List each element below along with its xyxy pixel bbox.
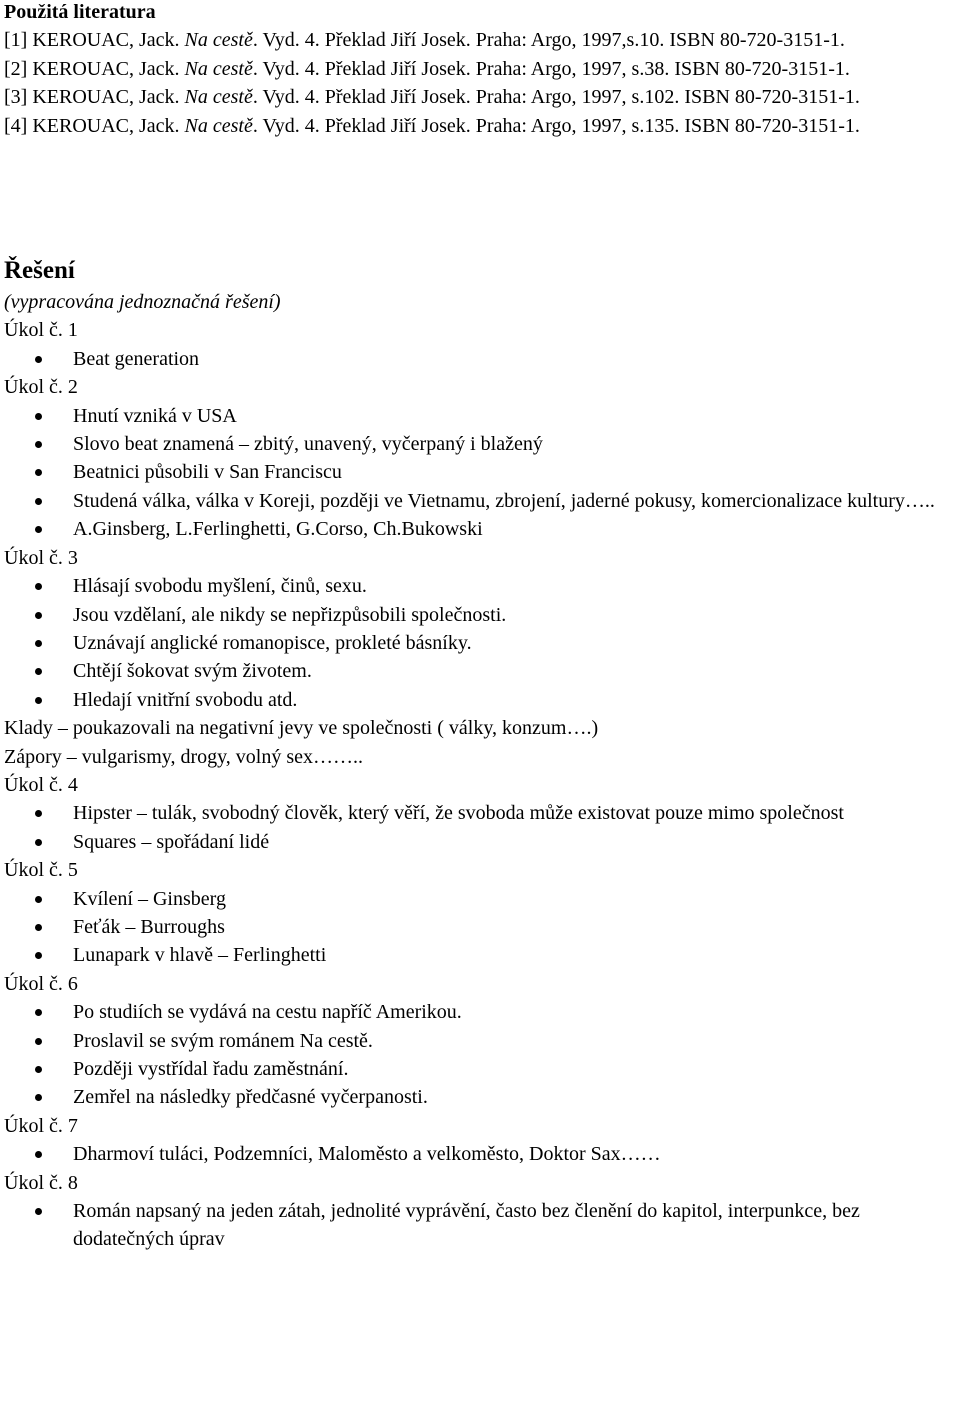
task-4-label: Úkol č. 4 — [4, 773, 78, 796]
bullet-icon — [35, 469, 42, 476]
task-7-list — [4, 1140, 956, 1168]
bullet-icon — [35, 1066, 42, 1073]
task-1-list — [4, 345, 956, 373]
reference-text: . Vyd. 4. Překlad Jiří Josek. Praha: Argo, 1997, s.102. ISBN 80-720-3151-1. — [252, 86, 860, 109]
zapory-line: Zápory – vulgarismy, drogy, volný sex…….. — [4, 745, 364, 768]
list-item-text: Squares – spořádaní lidé — [73, 830, 270, 853]
reference-title: Na cestě — [184, 57, 253, 80]
bullet-icon — [35, 413, 42, 420]
task-3-label: Úkol č. 3 — [4, 546, 78, 569]
list-item-text: Studená válka, válka v Koreji, později ve Vietnamu, zbrojení, jaderné pokusy, komercionalizace kultury….. — [73, 489, 935, 512]
spacer — [4, 140, 956, 254]
bullet-icon — [35, 441, 42, 448]
bullet-icon — [35, 1038, 42, 1045]
bullet-icon — [35, 498, 42, 505]
solutions-heading: Řešení — [4, 257, 75, 285]
task-5-list — [4, 885, 956, 970]
reference-item — [4, 26, 956, 54]
list-item — [4, 487, 956, 515]
list-item-text: Román napsaný na jeden zátah, jednolité vyprávění, často bez členění do kapitol, interpunkce, bez dodatečných úprav — [73, 1200, 860, 1251]
klady-line: Klady – poukazovali na negativní jevy ve společnosti ( války, konzum….) — [4, 717, 599, 740]
list-item-text: Dharmoví tuláci, Podzemníci, Maloměsto a velkoměsto, Doktor Sax…… — [73, 1143, 661, 1166]
task-6-label: Úkol č. 6 — [4, 972, 78, 995]
reference-item — [4, 83, 956, 111]
task-4-list — [4, 799, 956, 856]
bullet-icon — [35, 697, 42, 704]
list-item-text: Lunapark v hlavě – Ferlinghetti — [73, 944, 327, 967]
list-item — [4, 402, 956, 430]
list-item-text: Proslavil se svým románem Na cestě. — [73, 1029, 373, 1052]
list-item-text: Jsou vzdělaní, ale nikdy se nepřizpůsobili společnosti. — [73, 603, 507, 626]
list-item-text: Zemřel na následky předčasné vyčerpanosti. — [73, 1086, 428, 1109]
list-item-text: Beat generation — [73, 347, 200, 370]
list-item — [4, 828, 956, 856]
list-item-text: Feťák – Burroughs — [73, 915, 225, 938]
list-item — [4, 601, 956, 629]
bullet-icon — [35, 583, 42, 590]
task-1-label: Úkol č. 1 — [4, 319, 78, 342]
task-2-list — [4, 402, 956, 544]
list-item — [4, 657, 956, 685]
list-item-text: Hnutí vzniká v USA — [73, 404, 237, 427]
list-item — [4, 1197, 956, 1254]
bullet-icon — [35, 1151, 42, 1158]
list-item — [4, 458, 956, 486]
bullet-icon — [35, 1094, 42, 1101]
list-item-text: Později vystřídal řadu zaměstnání. — [73, 1058, 349, 1080]
list-item-text: Slovo beat znamená – zbitý, unavený, vyčerpaný i blažený — [73, 433, 543, 456]
list-item — [4, 1140, 956, 1168]
list-item — [4, 885, 956, 913]
task-2-label: Úkol č. 2 — [4, 376, 78, 399]
list-item — [4, 572, 956, 600]
bullet-icon — [35, 1208, 42, 1215]
list-item-text: Uznávají anglické romanopisce, prokleté básníky. — [73, 631, 472, 654]
reference-text: [1] KEROUAC, Jack. — [4, 29, 185, 52]
bullet-icon — [35, 896, 42, 903]
list-item-text: Chtějí šokovat svým životem. — [73, 660, 312, 683]
list-item — [4, 345, 956, 373]
reference-title: Na cestě — [184, 29, 253, 52]
bullet-icon — [35, 640, 42, 647]
references-list — [4, 26, 956, 140]
list-item — [4, 1055, 956, 1083]
list-item — [4, 941, 956, 969]
task-3-list — [4, 572, 956, 714]
bullet-icon — [35, 356, 42, 363]
list-item — [4, 913, 956, 941]
reference-text: . Vyd. 4. Překlad Jiří Josek. Praha: Argo, 1997,s.10. ISBN 80-720-3151-1. — [252, 29, 845, 52]
list-item — [4, 515, 956, 543]
reference-item — [4, 55, 956, 83]
reference-text: [2] KEROUAC, Jack. — [4, 57, 185, 80]
bullet-icon — [35, 668, 42, 675]
list-item-text: Kvílení – Ginsberg — [73, 887, 226, 910]
references-heading: Použitá literatura — [4, 1, 156, 23]
document — [4, 0, 956, 1254]
reference-title: Na cestě — [184, 114, 253, 137]
reference-text: [3] KEROUAC, Jack. — [4, 86, 185, 109]
reference-item — [4, 112, 956, 140]
list-item — [4, 686, 956, 714]
list-item — [4, 1027, 956, 1055]
task-7-label: Úkol č. 7 — [4, 1114, 78, 1137]
bullet-icon — [35, 612, 42, 619]
reference-text: . Vyd. 4. Překlad Jiří Josek. Praha: Argo, 1997, s.135. ISBN 80-720-3151-1. — [252, 114, 860, 137]
list-item-text: Beatnici působili v San Franciscu — [73, 461, 342, 484]
list-item-text: Hipster – tulák, svobodný člověk, který věří, že svoboda může existovat pouze mimo společnost — [73, 802, 844, 825]
task-5-label: Úkol č. 5 — [4, 859, 78, 882]
bullet-icon — [35, 526, 42, 533]
bullet-icon — [35, 1009, 42, 1016]
list-item — [4, 998, 956, 1026]
bullet-icon — [35, 924, 42, 931]
task-8-label: Úkol č. 8 — [4, 1171, 78, 1194]
bullet-icon — [35, 952, 42, 959]
list-item — [4, 629, 956, 657]
list-item-text: Po studiích se vydává na cestu napříč Amerikou. — [73, 1001, 462, 1024]
list-item — [4, 799, 956, 827]
list-item — [4, 1083, 956, 1111]
reference-title: Na cestě — [184, 86, 253, 109]
reference-text: [4] KEROUAC, Jack. — [4, 114, 185, 137]
bullet-icon — [35, 810, 42, 817]
list-item-text: Hledají vnitřní svobodu atd. — [73, 688, 298, 711]
reference-text: . Vyd. 4. Překlad Jiří Josek. Praha: Argo, 1997, s.38. ISBN 80-720-3151-1. — [252, 57, 850, 80]
solutions-subheading: (vypracována jednoznačná řešení) — [4, 291, 281, 314]
task-8-list — [4, 1197, 956, 1254]
list-item — [4, 430, 956, 458]
list-item-text: A.Ginsberg, L.Ferlinghetti, G.Corso, Ch.Bukowski — [73, 518, 483, 541]
task-6-list — [4, 998, 956, 1112]
list-item-text: Hlásají svobodu myšlení, činů, sexu. — [73, 575, 367, 598]
bullet-icon — [35, 839, 42, 846]
